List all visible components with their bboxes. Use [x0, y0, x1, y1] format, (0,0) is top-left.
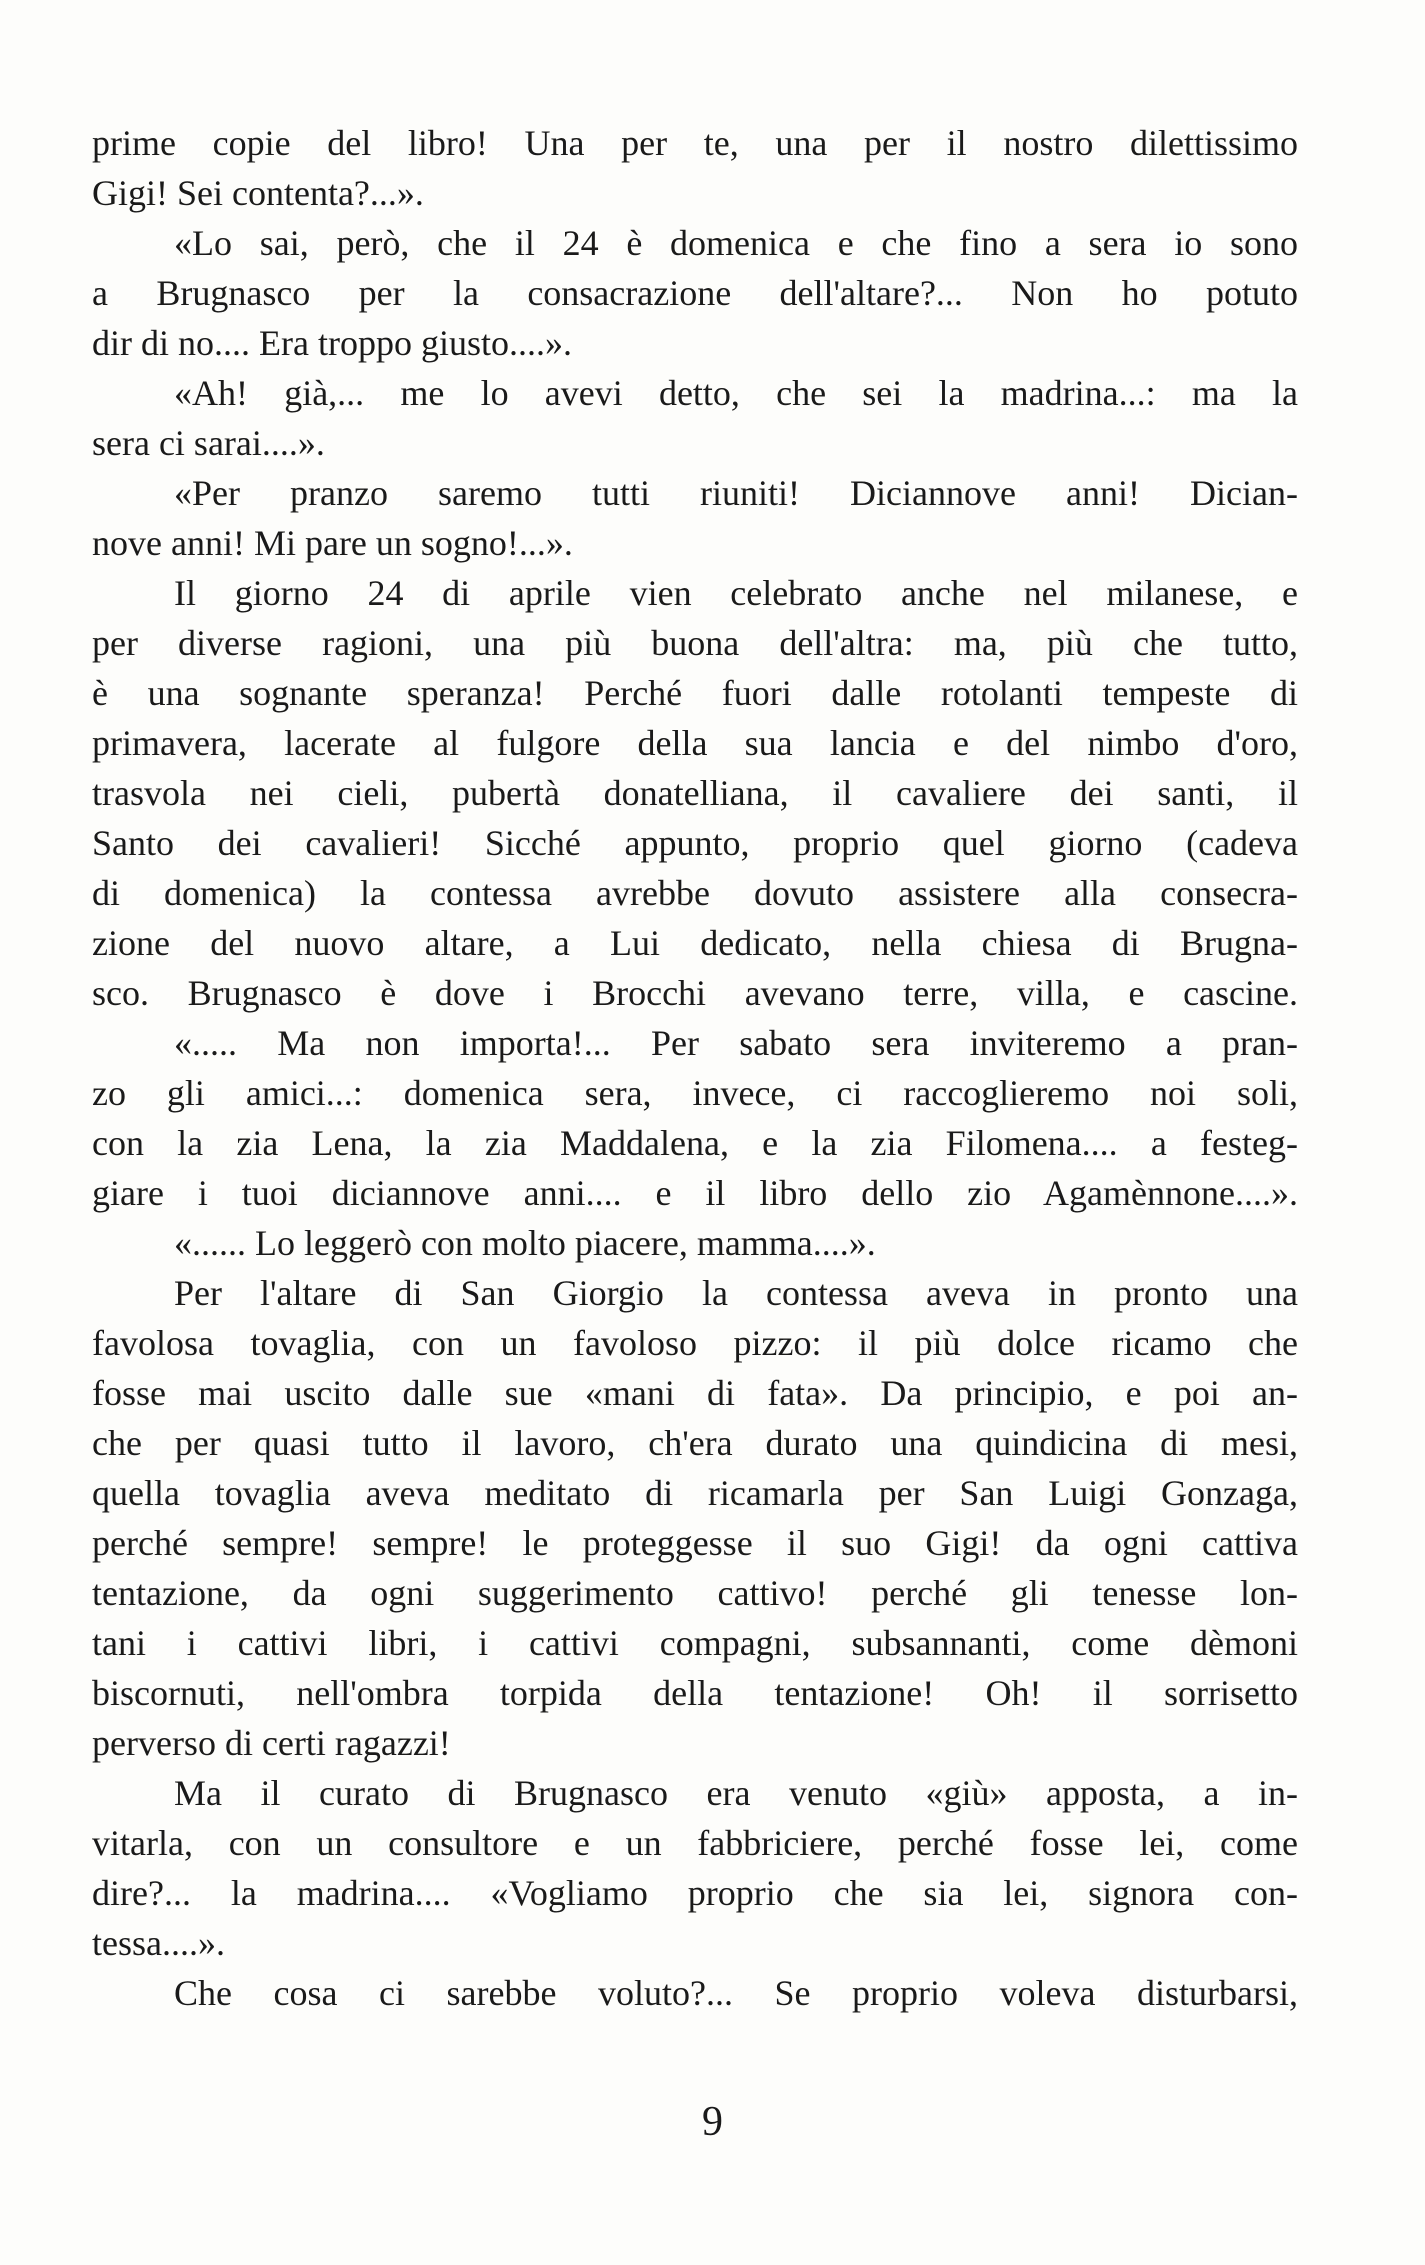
text-line: «Per pranzo saremo tutti riuniti! Diciannove anni! Dician-: [174, 473, 1298, 513]
text-line: tani i cattivi libri, i cattivi compagni, subsannanti, come dèmoni: [92, 1623, 1298, 1663]
text-line: Santo dei cavalieri! Sicché appunto, proprio quel giorno (cadeva: [92, 823, 1298, 863]
text-line: zione del nuovo altare, a Lui dedicato, nella chiesa di Brugna-: [92, 923, 1298, 963]
text-line: sco. Brugnasco è dove i Brocchi avevano terre, villa, e cascine.: [92, 973, 1298, 1013]
text-line: nove anni! Mi pare un sogno!...».: [92, 523, 573, 563]
text-line: Ma il curato di Brugnasco era venuto «giù» apposta, a in-: [174, 1773, 1298, 1813]
text-line: «..... Ma non importa!... Per sabato sera inviteremo a pran-: [174, 1023, 1298, 1063]
text-line: di domenica) la contessa avrebbe dovuto assistere alla consecra-: [92, 873, 1298, 913]
text-line: primavera, lacerate al fulgore della sua lancia e del nimbo d'oro,: [92, 723, 1298, 763]
text-line: favolosa tovaglia, con un favoloso pizzo: il più dolce ricamo che: [92, 1323, 1298, 1363]
text-line: a Brugnasco per la consacrazione dell'altare?... Non ho potuto: [92, 273, 1298, 313]
text-line: fosse mai uscito dalle sue «mani di fata». Da principio, e poi an-: [92, 1373, 1298, 1413]
text-line: tessa....».: [92, 1923, 225, 1963]
text-line: Gigi! Sei contenta?...».: [92, 173, 424, 213]
text-line: vitarla, con un consultore e un fabbriciere, perché fosse lei, come: [92, 1823, 1298, 1863]
body-text: [92, 118, 1298, 2018]
text-line: che per quasi tutto il lavoro, ch'era durato una quindicina di mesi,: [92, 1423, 1298, 1463]
text-line: «...... Lo leggerò con molto piacere, mamma....».: [174, 1223, 876, 1263]
page-number: 9: [702, 2099, 723, 2145]
text-line: è una sognante speranza! Perché fuori dalle rotolanti tempeste di: [92, 673, 1298, 713]
text-line: dir di no.... Era troppo giusto....».: [92, 323, 572, 363]
text-line: giare i tuoi diciannove anni.... e il libro dello zio Agamènnone....».: [92, 1173, 1298, 1213]
text-line: Che cosa ci sarebbe voluto?... Se proprio voleva disturbarsi,: [174, 1973, 1298, 2013]
text-line: perverso di certi ragazzi!: [92, 1723, 451, 1763]
text-line: zo gli amici...: domenica sera, invece, ci raccoglieremo noi soli,: [92, 1073, 1298, 1113]
text-line: per diverse ragioni, una più buona dell'altra: ma, più che tutto,: [92, 623, 1298, 663]
text-line: «Lo sai, però, che il 24 è domenica e che fino a sera io sono: [174, 223, 1298, 263]
text-line: perché sempre! sempre! le proteggesse il suo Gigi! da ogni cattiva: [92, 1523, 1298, 1563]
text-line: sera ci sarai....».: [92, 423, 325, 463]
text-line: con la zia Lena, la zia Maddalena, e la zia Filomena.... a festeg-: [92, 1123, 1298, 1163]
text-line: quella tovaglia aveva meditato di ricamarla per San Luigi Gonzaga,: [92, 1473, 1298, 1513]
text-line: prime copie del libro! Una per te, una per il nostro dilettissimo: [92, 123, 1298, 163]
text-line: Per l'altare di San Giorgio la contessa aveva in pronto una: [174, 1273, 1298, 1313]
text-line: biscornuti, nell'ombra torpida della tentazione! Oh! il sorrisetto: [92, 1673, 1298, 1713]
text-line: dire?... la madrina.... «Vogliamo proprio che sia lei, signora con-: [92, 1873, 1298, 1913]
text-line: trasvola nei cieli, pubertà donatelliana, il cavaliere dei santi, il: [92, 773, 1298, 813]
text-line: Il giorno 24 di aprile vien celebrato anche nel milanese, e: [174, 573, 1298, 613]
text-line: «Ah! già,... me lo avevi detto, che sei la madrina...: ma la: [174, 373, 1298, 413]
text-line: tentazione, da ogni suggerimento cattivo! perché gli tenesse lon-: [92, 1573, 1298, 1613]
